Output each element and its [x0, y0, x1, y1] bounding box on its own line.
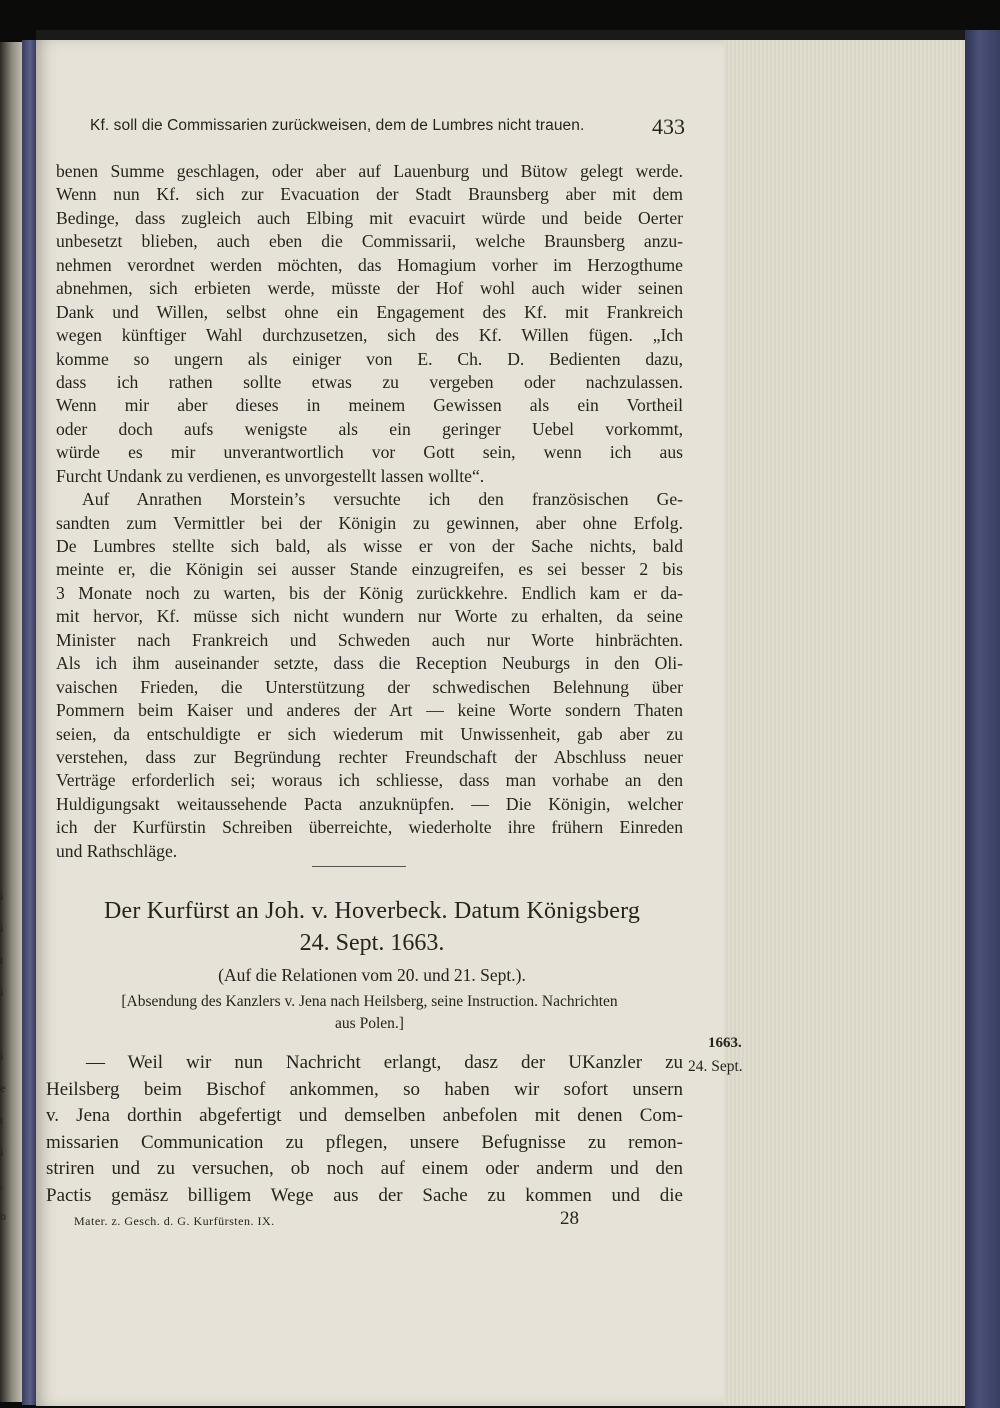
left-page-letter: t — [0, 1113, 4, 1127]
text-line: Wenn mir aber dieses in meinem Gewissen als ein Vortheil — [56, 395, 683, 416]
section-subtitle: (Auf die Relationen vom 20. und 21. Sept.). — [218, 965, 526, 985]
text-line: benen Summe geschlagen, oder aber auf Lauenburg und Bütow gelegt werde. — [56, 161, 683, 181]
text-line: Verträge erforderlich sei; woraus ich schliesse, dass man vorhabe an den — [56, 770, 683, 791]
text-line: verstehen, dass zur Begründung rechter Freundschaft der Abschluss neuer — [56, 746, 683, 767]
text-line: Pommern beim Kaiser und anderes der Art — keine Worte sondern Thaten — [56, 700, 683, 721]
text-line: ich der Kurfürstin Schreiben überreichte, wiederholte ihre frühern Einreden — [56, 817, 683, 838]
left-page-letter: o — [0, 1209, 6, 1223]
text-line: komme so ungern als einiger von E. Ch. D. Bedienten dazu, — [56, 348, 683, 369]
letter-text — [46, 1050, 683, 1209]
book-cover-right — [965, 30, 1000, 1408]
margin-note-date: 24. Sept. — [688, 1058, 743, 1075]
letter-line: v. Jena dorthin abgefertigt und demselben anbefolen mit denen Com- — [46, 1105, 683, 1126]
section-title: Der Kurfürst an Joh. v. Hoverbeck. Datum Königsberg — [103, 898, 641, 924]
text-line: Wenn nun Kf. sich zur Evacuation der Stadt Braunsberg aber mit dem — [56, 184, 683, 205]
body-text — [56, 160, 683, 863]
running-header: Kf. soll die Commissarien zurückweisen, dem de Lumbres nicht trauen. — [90, 117, 585, 134]
left-page-letter: e — [0, 1081, 6, 1095]
page-stack — [724, 40, 969, 1406]
letter-line: striren und zu versuchen, ob noch auf einem oder anderm und den — [46, 1158, 683, 1179]
text-line: Minister nach Frankreich und Schweden auch nur Worte hinbrächten. — [56, 629, 683, 650]
text-line: seien, da entschuldigte er sich wiederum mit Unwissenheit, gab aber zu — [56, 723, 683, 744]
text-line: Dank und Willen, selbst ohne ein Engagement des Kf. mit Frankreich — [56, 301, 683, 322]
text-line: oder doch aufs wenigste als ein geringer Uebel vorkommt, — [56, 418, 683, 439]
text-line: vaischen Frieden, die Unterstützung der schwedischen Belehnung über — [56, 676, 683, 697]
left-page-letter: i — [0, 889, 4, 903]
left-page-letter: . — [0, 1177, 3, 1191]
text-line: De Lumbres stellte sich bald, als wisse er von der Sache nichts, bald — [56, 536, 683, 556]
text-line: Als ich ihm auseinander setzte, dass die Reception Neuburgs in den Oli- — [56, 653, 683, 674]
text-line: 3 Monate noch zu warten, bis der König zurückkehre. Endlich kam er da- — [56, 582, 683, 603]
text-line: mit hervor, Kf. müsse sich nicht wundern nur Worte zu erhalten, da seine — [56, 606, 683, 627]
letter-line: — Weil wir nun Nachricht erlangt, dasz der UKanzler zu — [86, 1052, 683, 1073]
left-page-letter: t — [0, 953, 4, 967]
left-page-letter — [0, 1008, 12, 1040]
text-line: wegen künftiger Wahl durchzusetzen, sich des Kf. Willen fügen. „Ich — [56, 325, 683, 346]
text-line: würde es mir unverantwortlich vor Gott sein, wenn ich aus — [56, 442, 683, 463]
section-title-date: 24. Sept. 1663. — [299, 930, 445, 956]
text-line: Furcht Undank zu verdienen, es unvorgestellt lassen wollte“. — [56, 465, 485, 486]
signature-mark: 28 — [560, 1208, 579, 1229]
text-line: Auf Anrathen Morstein’s versuchte ich den französischen Ge- — [82, 489, 683, 510]
left-page-letter: i — [0, 1145, 4, 1159]
footer-source: Mater. z. Gesch. d. G. Kurfürsten. IX. — [74, 1214, 275, 1228]
letter-line: missarien Communication zu pflegen, unsere Befugnisse zu remon- — [46, 1131, 683, 1153]
section-summary-end: aus Polen.] — [335, 1015, 404, 1032]
text-line: meinte er, die Königin sei ausser Stande einzugreifen, es sei besser 2 bis — [56, 559, 683, 580]
text-line: sandten zum Vermittler bei der Königin zu gewinnen, aber ohne Erfolg. — [56, 512, 683, 533]
section-summary: [Absendung des Kanzlers v. Jena nach Heilsberg, seine Instruction. Nachrichten — [121, 993, 618, 1010]
text-line: nehmen verordnet werden möchten, das Homagium vorher im Herzogthume — [56, 254, 683, 275]
letter-line: Heilsberg beim Bischof ankommen, so haben wir sofort unsern — [46, 1078, 683, 1100]
left-page-letter: i — [0, 985, 4, 999]
previous-page-letters — [0, 880, 12, 1232]
left-page-letter: i — [0, 1049, 4, 1063]
text-line: Bedinge, dass zugleich auch Elbing mit evacuirt würde und beide Oerter — [56, 207, 683, 228]
text-line: unbesetzt blieben, auch eben die Commissarii, welche Braunsberg anzu- — [56, 231, 683, 252]
margin-note-year: 1663. — [708, 1035, 742, 1051]
section-divider — [312, 866, 406, 867]
letter-line: Pactis gemäsz billigem Wege aus der Sache zu kommen und die — [46, 1184, 683, 1206]
text-line: und Rathschläge. — [56, 840, 178, 861]
left-page-letter: i — [0, 921, 4, 935]
text-line: abnehmen, sich erbieten werde, müsste der Hof wohl auch wider seinen — [56, 278, 683, 299]
text-line: dass ich rathen sollte etwas zu vergeben oder nachzulassen. — [56, 371, 683, 392]
text-line: Huldigungsakt weitaussehende Pacta anzuknüpfen. — Die Königin, welcher — [56, 793, 683, 814]
page-number: 433 — [652, 114, 685, 139]
